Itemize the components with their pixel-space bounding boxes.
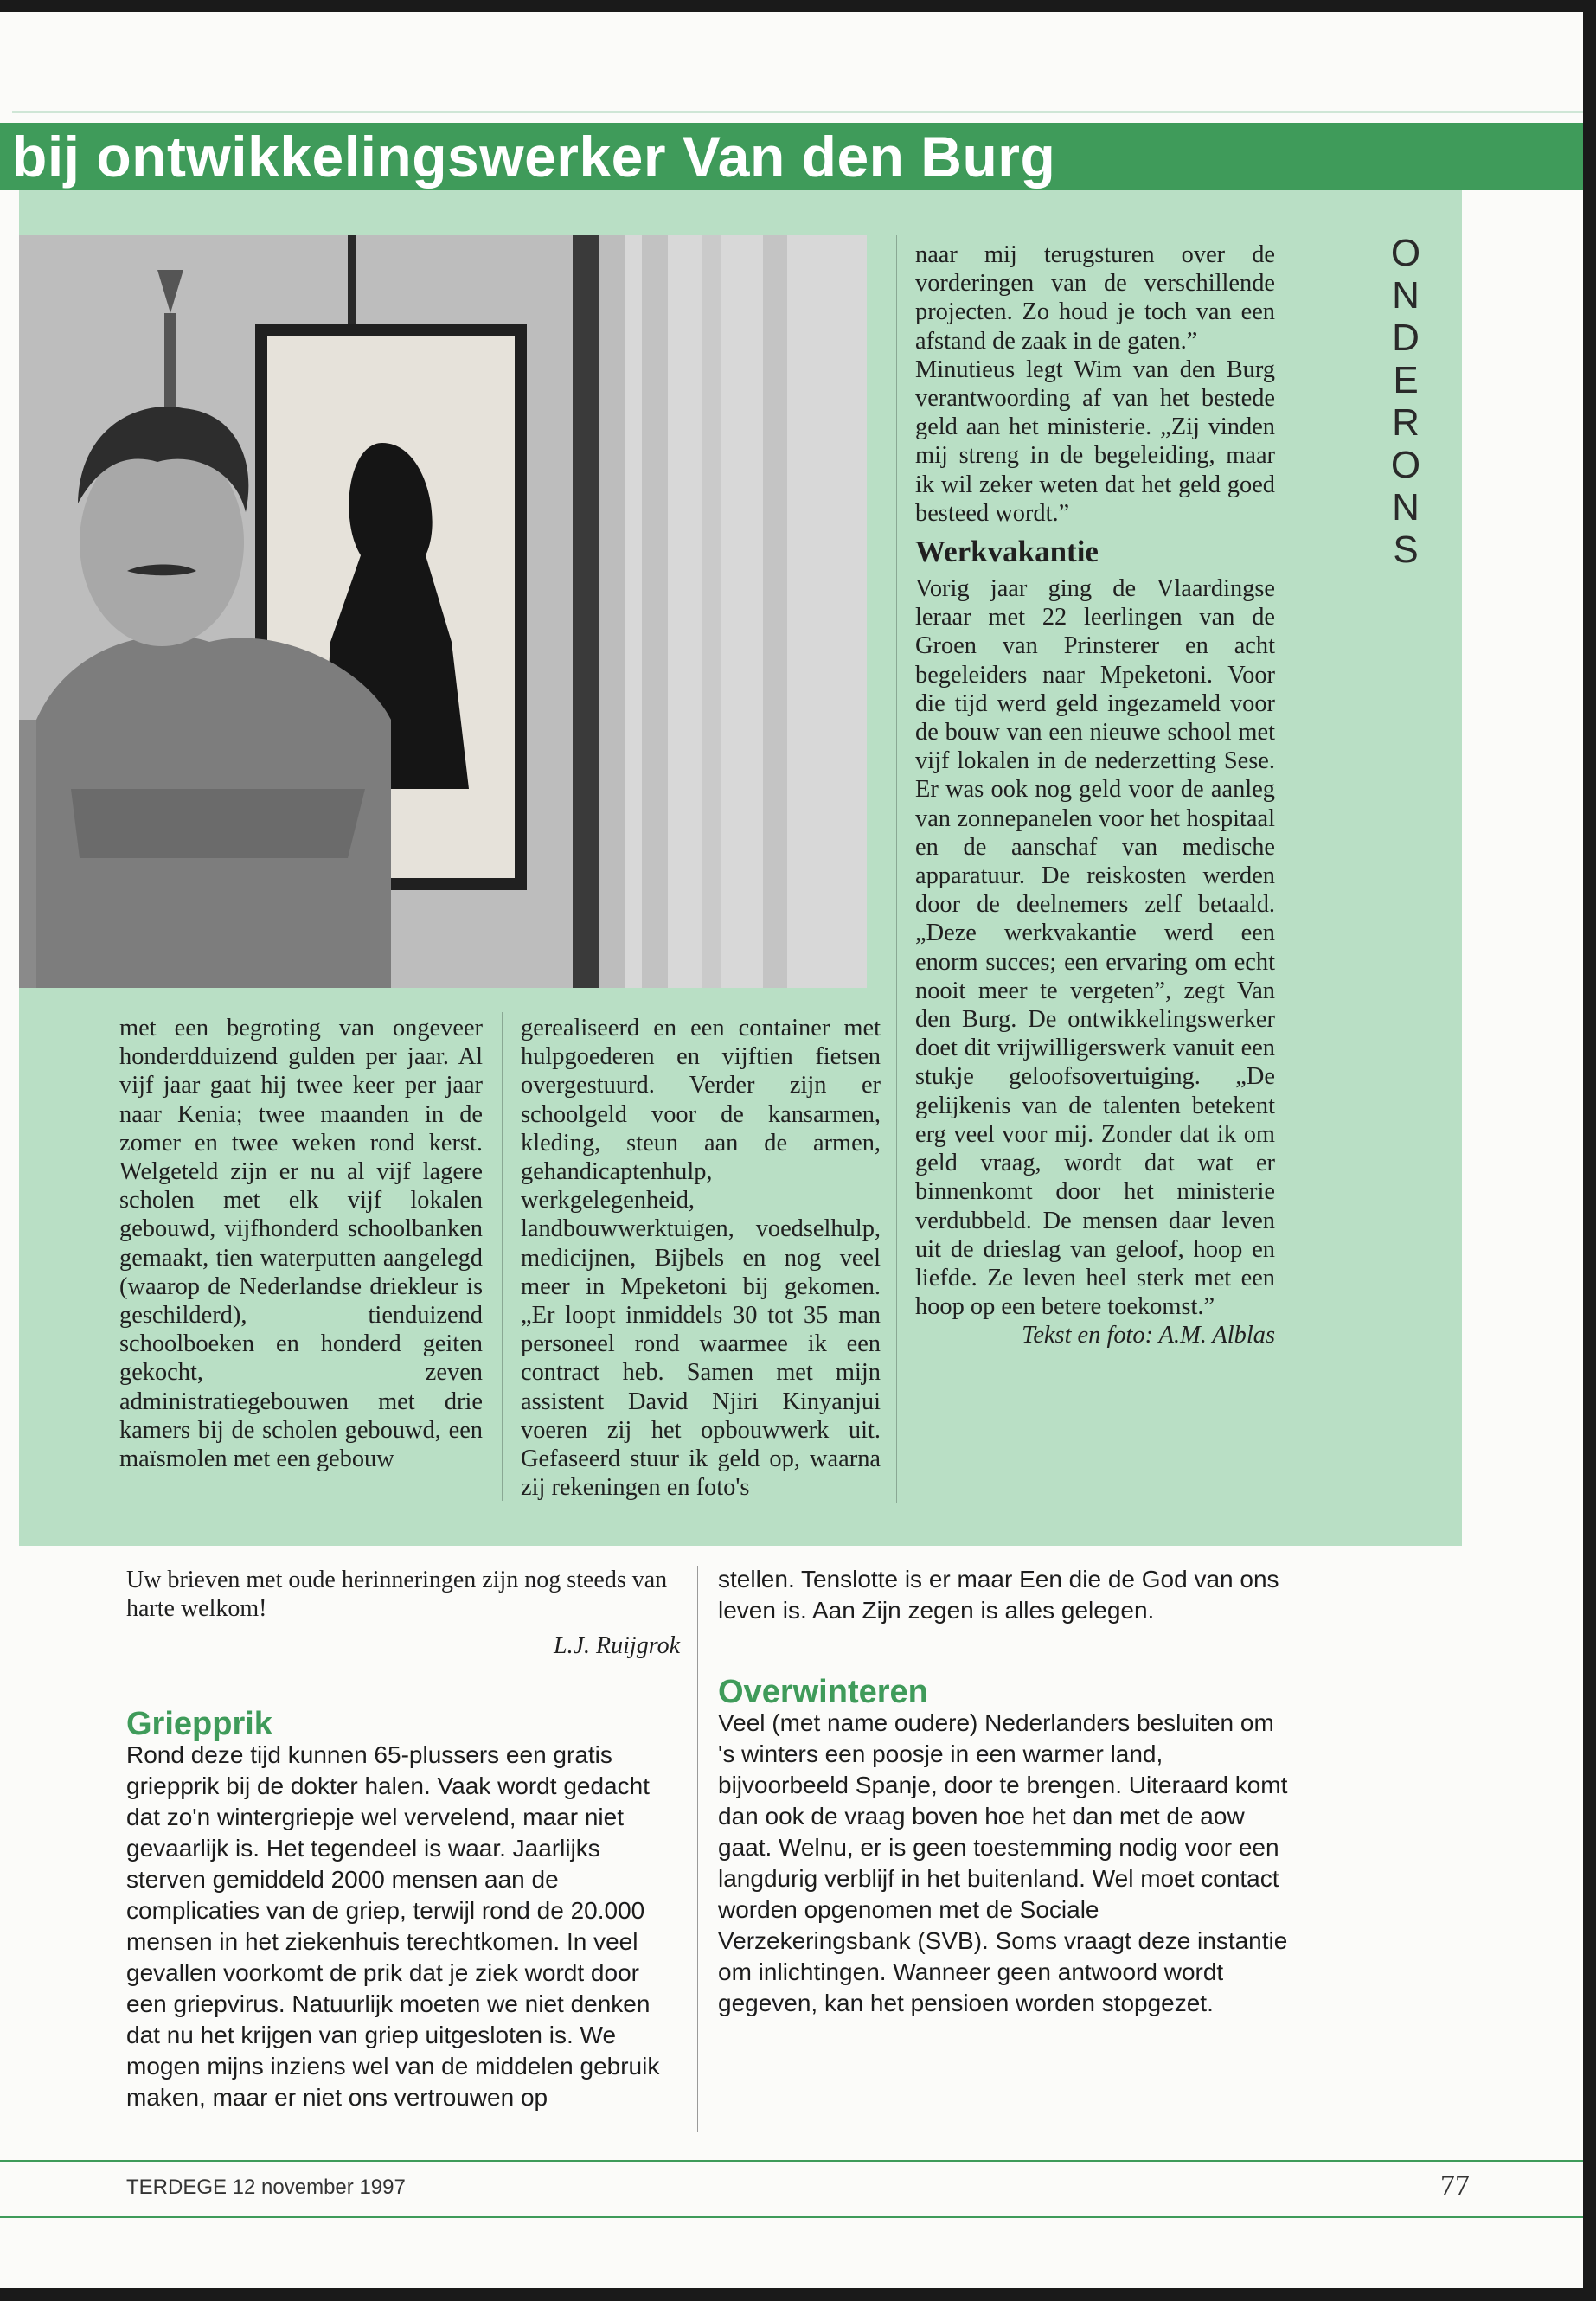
photo-credit: Tekst en foto: A.M. Alblas [1022, 1322, 1275, 1349]
letters-right-column [718, 1564, 1289, 2019]
column-divider [502, 1012, 503, 1501]
article-paragraph: naar mij terugsturen over de vorderingen van de verschillende projecten. Zo houd je toch van een afstand de zaak in de gaten.” [915, 241, 1275, 355]
article-title: bij ontwikkelingswerker Van den Burg [12, 125, 1056, 189]
subheading-werkvakantie: Werkvakantie [915, 535, 1099, 569]
letters-signature: L.J. Ruijgrok [554, 1632, 680, 1659]
griepprik-heading: Griepprik [126, 1706, 272, 1742]
letters-intro [126, 1566, 680, 1660]
footer-rule-bottom [0, 2216, 1596, 2218]
page-number: 77 [1440, 2170, 1470, 2202]
article-photo [19, 235, 867, 988]
article-column-1 [119, 1014, 483, 1473]
article-paragraph: Minutieus legt Wim van den Burg verantwoording af van het bestede geld aan het ministerie. „Zij vinden mij streng in de begeleiding, maar ik wil zeker weten dat het geld goed besteed wordt.” [915, 356, 1275, 527]
overwinteren-body: Veel (met name oudere) Nederlanders besluiten om 's winters een poosje in een warmer land, bijvoorbeeld Spanje, door te brengen. Uiteraard komt dan ook de vraag boven hoe het dan met de aow gaat. Welnu, er is geen toestemming nodig voor een langdurig verblijf in het buitenland. Wel moet contact worden opgenomen met de Sociale Verzekeringsbank (SVB). Soms vraagt deze instantie om inlichtingen. Wanneer geen antwoord wordt gegeven, kan het pensioen worden stopgezet. [718, 1709, 1288, 2016]
section-label: ONDERONS [1390, 232, 1421, 571]
column-divider [896, 235, 897, 1503]
article-paragraph: Vorig jaar ging de Vlaardingse leraar met 22 leerlingen van de Groen van Prinsterer en acht begeleiders naar Mpeketoni. Voor die tijd werd geld ingezameld voor de bouw van een nieuwe school met vijf lokalen in de nederzetting Sese. Er was ook nog geld voor de aanleg van zonnepanelen voor het hospitaal en de aanschaf van medische apparatuur. De reiskosten werden door de deelnemers zelf betaald. „Deze werkvakantie werd een enorm succes; een ervaring om echt nooit meer te vergeten”, zegt Van den Burg. De ontwikkelingswerker doet dit vrijwilligerswerk vanuit een stukje geloofsovertuiging. „De gelijkenis van de talenten betekent erg veel voor mij. Zonder dat ik om geld vraag, wordt dat wat er binnenkomt door het ministerie verdubbeld. De mensen daar leven uit de drieslag van geloof, hoop en liefde. Ze leven heel sterk met een hoop op een betere toekomst.” [915, 575, 1275, 1321]
article-paragraph: gerealiseerd en een container met hulpgoederen en vijftien fietsen overgestuurd. Verder zijn er schoolgeld voor de kansarmen, kleding, steun aan de armen, gehandicaptenhulp, werkgelegenheid, landbouwwerktuigen, voedselhulp, medicijnen, Bijbels en nog veel meer in Mpeketoni bij gekomen. „Er loopt inmiddels 30 tot 35 man personeel rond waarmee ik een contract heb. Samen met mijn assistent David Njiri Kinyanjui voeren zij het opbouwwerk uit. Gefaseerd stuur ik geld op, waarna zij rekeningen en foto's [521, 1015, 881, 1502]
griepprik-body: Rond deze tijd kunnen 65-plussers een gratis griepprik bij de dokter halen. Vaak wordt gedacht dat zo'n wintergriepje wel vervelend, maar niet gevaarlijk is. Het tegendeel is waar. Jaarlijks sterven gemiddeld 2000 mensen aan de complicaties van de griep, terwijl rond de 20.000 mensen in het ziekenhuis terechtkomen. In veel gevallen voorkomt de prik dat je ziek wordt door een griepvirus. Natuurlijk moeten we niet denken dat nu het krijgen van griep uitgesloten is. We mogen mijns inziens wel van de middelen gebruik maken, maar er niet ons vertrouwen op [126, 1741, 660, 2111]
scan-edge-bottom [0, 2288, 1596, 2301]
article-column-2 [521, 1014, 881, 1502]
griepprik-section [126, 1708, 680, 2113]
column-divider [697, 1566, 698, 2132]
letters-intro-text: Uw brieven met oude herinneringen zijn nog steeds van harte welkom! [126, 1567, 668, 1622]
letters-continuation: stellen. Tenslotte is er maar Een die de God van ons leven is. Aan Zijn zegen is alles gelegen. [718, 1566, 1279, 1624]
article-column-3 [915, 240, 1275, 1350]
article-paragraph: met een begroting van ongeveer honderdduizend gulden per jaar. Al vijf jaar gaat hij twee keer per jaar naar Kenia; twee maanden in de zomer en twee weken rond kerst. Welgeteld zijn er nu al vijf lagere scholen met elk vijf lokalen gebouwd, vijfhonderd schoolbanken gemaakt, tien waterputten aangelegd (waarop de Nederlandse driekleur is geschilderd), tienduizend schoolboeken en honderd geiten gekocht, zeven administratiegebouwen met drie kamers bij de scholen gebouwd, een maïsmolen met een gebouw [119, 1015, 483, 1473]
top-rule [12, 111, 1596, 113]
scan-edge-top [0, 0, 1596, 12]
scan-edge-right [1583, 0, 1596, 2301]
publication-info: TERDEGE 12 november 1997 [126, 2176, 406, 2199]
footer-rule-top [0, 2160, 1596, 2162]
overwinteren-heading: Overwinteren [718, 1674, 928, 1710]
